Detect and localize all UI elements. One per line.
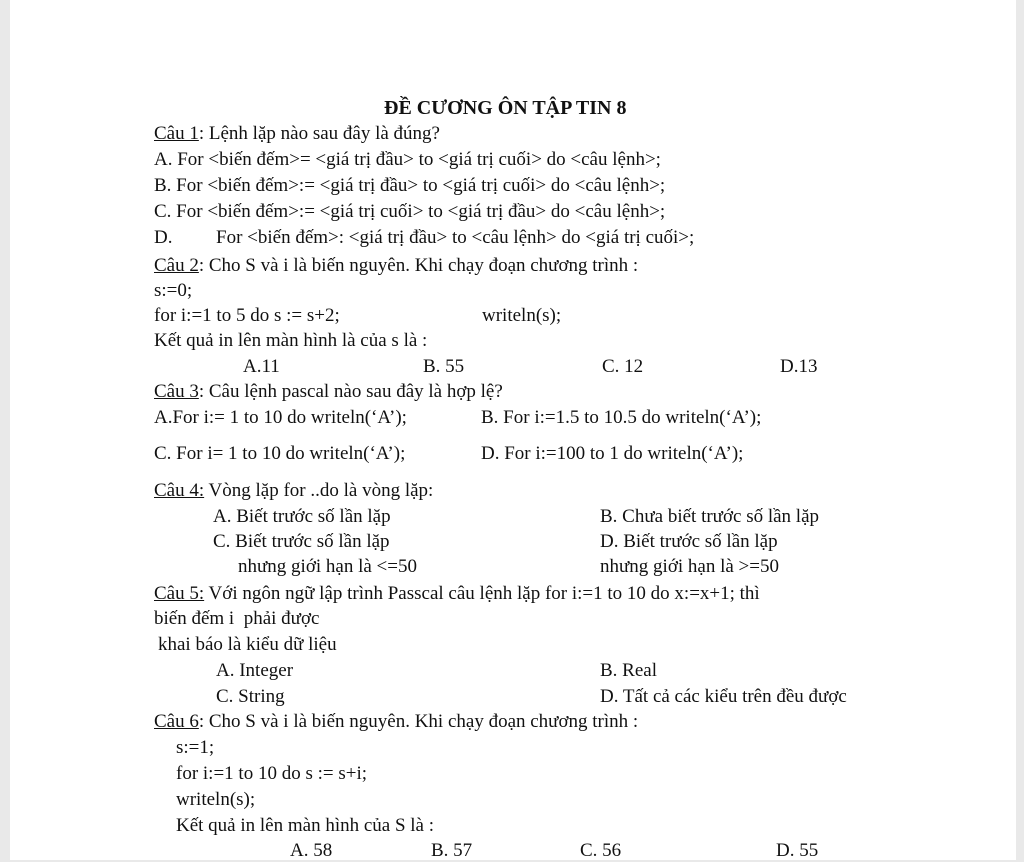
question-4-label: Câu 4: — [154, 480, 205, 501]
question-5-label: Câu 5: — [154, 583, 205, 604]
question-1-option-a: A. For <biến đếm>= <giá trị đầu> to <giá trị cuối> do <câu lệnh>; — [154, 149, 661, 170]
question-4-option-a: A. Biết trước số lần lặp — [213, 506, 391, 527]
question-3-option-d: D. For i:=100 to 1 do writeln(‘A’); — [481, 443, 744, 464]
document-title: ĐỀ CƯƠNG ÔN TẬP TIN 8 — [384, 97, 627, 119]
question-2-result-prompt: Kết quả in lên màn hình là của s là : — [154, 330, 428, 351]
question-6-option-a: A. 58 — [290, 840, 333, 861]
question-4-option-b: B. Chưa biết trước số lần lặp — [600, 506, 820, 527]
question-1-heading — [154, 123, 440, 145]
question-1-text: : Lệnh lặp nào sau đây là đúng? — [198, 123, 440, 144]
question-5-text-line-3: khai báo là kiểu dữ liệu — [158, 634, 337, 655]
question-6-heading — [154, 711, 638, 733]
document-page — [10, 0, 1016, 860]
question-2-code-line-2: for i:=1 to 5 do s := s+2; — [154, 305, 340, 326]
question-6-text: : Cho S và i là biến nguyên. Khi chạy đoạn chương trình : — [198, 711, 639, 732]
question-3-option-b: B. For i:=1.5 to 10.5 do writeln(‘A’); — [481, 407, 762, 428]
question-3-option-c: C. For i= 1 to 10 do writeln(‘A’); — [154, 443, 406, 464]
question-4-text: Vòng lặp for ..do là vòng lặp: — [204, 480, 434, 501]
question-4-heading — [154, 480, 433, 502]
question-6-option-d: D. 55 — [776, 840, 819, 861]
question-2-option-b: B. 55 — [423, 356, 465, 377]
question-4-option-d: D. Biết trước số lần lặp — [600, 531, 778, 552]
question-6-code-line-3: writeln(s); — [176, 789, 256, 810]
question-6-code-line-1: s:=1; — [176, 737, 215, 758]
question-5-option-d: D. Tất cả các kiểu trên đều được — [600, 686, 847, 707]
question-3-heading — [154, 381, 503, 403]
question-2-code-line-3: writeln(s); — [482, 305, 562, 326]
question-5-text-line-2: biến đếm i phải được — [154, 608, 320, 629]
question-6-result-prompt: Kết quả in lên màn hình của S là : — [176, 815, 435, 836]
question-2-label: Câu 2 — [154, 255, 199, 276]
question-1-option-d-label: D. — [154, 227, 173, 248]
question-6-code-line-2: for i:=1 to 10 do s := s+i; — [176, 763, 368, 784]
question-2-heading — [154, 255, 638, 277]
question-2-option-a: A.11 — [243, 356, 280, 377]
question-6-label: Câu 6 — [154, 711, 199, 732]
question-5-option-a: A. Integer — [216, 660, 294, 681]
question-4-option-c: C. Biết trước số lần lặp — [213, 531, 390, 552]
question-1-option-b: B. For <biến đếm>:= <giá trị đầu> to <giá trị cuối> do <câu lệnh>; — [154, 175, 666, 196]
question-3-label: Câu 3 — [154, 381, 199, 402]
question-5-heading — [154, 583, 760, 605]
question-1-label: Câu 1 — [154, 123, 199, 144]
question-3-text: : Câu lệnh pascal nào sau đây là hợp lệ? — [198, 381, 503, 402]
question-5-option-b: B. Real — [600, 660, 657, 681]
question-3-option-a: A.For i:= 1 to 10 do writeln(‘A’); — [154, 407, 407, 428]
question-6-option-b: B. 57 — [431, 840, 473, 861]
question-4-option-d-continued: nhưng giới hạn là >=50 — [600, 556, 779, 577]
question-5-option-c: C. String — [216, 686, 285, 707]
question-2-code-line-1: s:=0; — [154, 280, 193, 301]
question-2-text: : Cho S và i là biến nguyên. Khi chạy đoạn chương trình : — [198, 255, 639, 276]
question-1-option-d: For <biến đếm>: <giá trị đầu> to <câu lệnh> do <giá trị cuối>; — [216, 227, 695, 248]
question-2-option-d: D.13 — [780, 356, 818, 377]
question-6-option-c: C. 56 — [580, 840, 622, 861]
question-5-text: Với ngôn ngữ lập trình Passcal câu lệnh lặp for i:=1 to 10 do x:=x+1; thì — [204, 583, 760, 604]
question-2-option-c: C. 12 — [602, 356, 644, 377]
question-4-option-c-continued: nhưng giới hạn là <=50 — [238, 556, 417, 577]
question-1-option-c: C. For <biến đếm>:= <giá trị cuối> to <giá trị đầu> do <câu lệnh>; — [154, 201, 666, 222]
